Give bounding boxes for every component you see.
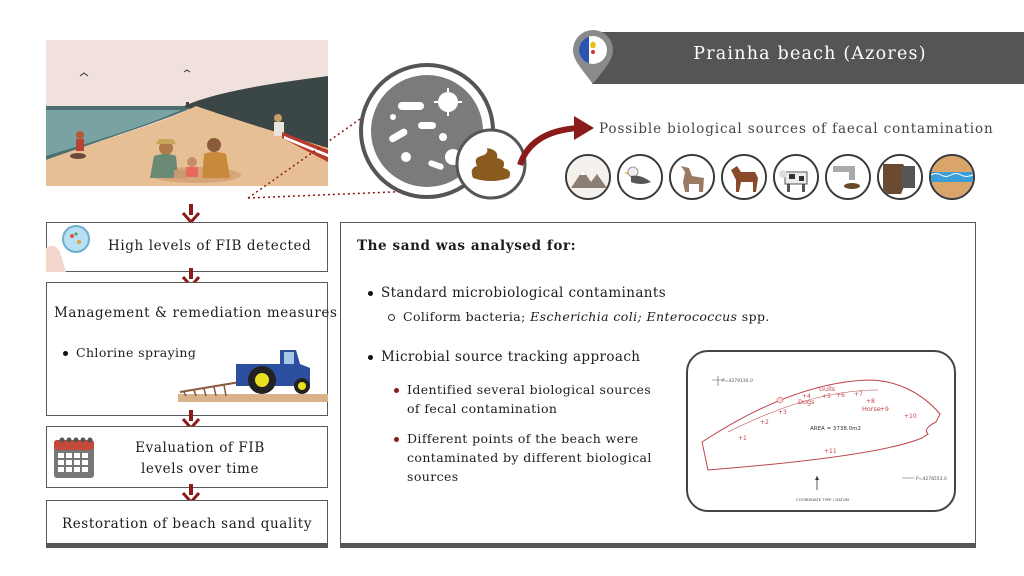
calendar-icon <box>52 434 96 480</box>
analysis-sub-1-text-b: Escherichia coli; Enterococcus <box>530 309 738 324</box>
petri-dish-icon <box>46 222 96 272</box>
step-management-label: Management & remediation measures <box>54 305 338 321</box>
map-point-5: +5 <box>822 393 831 400</box>
location-pin-icon <box>569 28 617 86</box>
horse-icon <box>721 154 767 200</box>
map-point-11: +11 <box>824 448 837 455</box>
cow-icon <box>773 154 819 200</box>
analysis-sub-2b-cont2: sources <box>407 469 459 484</box>
tractor-icon <box>178 344 328 404</box>
gull-icon <box>617 154 663 200</box>
analysis-sub-2a-line1: Identified several biological sources <box>407 382 652 397</box>
analysis-bullet-2 <box>368 348 640 367</box>
water-icon <box>929 154 975 200</box>
beach-map <box>686 350 956 512</box>
step-restoration-label: Restoration of beach sand quality <box>61 516 313 532</box>
map-point-3: +3 <box>778 409 787 416</box>
bullet-dot <box>368 355 373 360</box>
bullet-dot <box>394 437 399 442</box>
sewage-pipe-icon <box>825 154 871 200</box>
map-coord-tl: P=4279130.0 <box>722 379 753 384</box>
analysis-bullet-1 <box>368 284 666 303</box>
step-evaluation-line1: Evaluation of FIB <box>135 440 265 456</box>
map-point-7: +7 <box>854 391 863 398</box>
map-label-gulls: Gulls <box>819 385 836 393</box>
map-label-horse: Horse <box>862 405 881 413</box>
map-point-1: +1 <box>738 435 747 442</box>
map-point-8: +8 <box>866 398 875 405</box>
analysis-sub-1 <box>388 307 770 326</box>
trash-bin-icon <box>877 154 923 200</box>
mountain-icon <box>565 154 611 200</box>
map-point-4: +4 <box>802 393 811 400</box>
map-area-label: AREA = 3738.0m2 <box>810 426 862 432</box>
analysis-bullet-1-text: Standard microbiological contaminants <box>381 285 667 301</box>
step-fib-detected-label: High levels of FIB detected <box>108 238 312 254</box>
analysis-sub-2a <box>394 380 651 399</box>
analysis-title: The sand was analysed for: <box>357 238 577 254</box>
map-point-9: +9 <box>880 406 889 413</box>
bullet-dot <box>63 351 68 356</box>
page-title: Prainha beach (Azores) <box>693 44 927 64</box>
bullet-dot <box>368 291 373 296</box>
map-point-6: +6 <box>836 392 845 399</box>
chlorine-label: Chlorine spraying <box>76 345 197 360</box>
sources-caption: Possible biological sources of faecal contamination <box>599 121 994 137</box>
map-footer-label: COORDINATE TYPE / DATUM <box>796 497 849 502</box>
dog-icon <box>669 154 715 200</box>
map-point-2: +2 <box>760 419 769 426</box>
analysis-sub-2b-line1: Different points of the beach were <box>407 431 639 446</box>
analysis-sub-1-text-c: spp. <box>737 309 770 324</box>
analysis-sub-1-text-a: Coliform bacteria; <box>403 309 531 324</box>
map-coord-br: P=4278553.0 <box>916 477 947 482</box>
bullet-dot <box>388 314 395 321</box>
chlorine-bullet <box>63 343 196 362</box>
analysis-sub-2b-cont1: contaminated by different biological <box>407 450 652 465</box>
map-point-10: +10 <box>904 413 917 420</box>
step-evaluation-line2: levels over time <box>140 461 260 477</box>
bullet-dot <box>394 388 399 393</box>
analysis-sub-2a-cont: of fecal contamination <box>407 401 558 416</box>
down-arrow-icon <box>182 204 200 224</box>
map-label-dogs: Dogs <box>798 398 815 406</box>
analysis-bullet-2-text: Microbial source tracking approach <box>381 349 641 365</box>
analysis-sub-2b <box>394 429 639 448</box>
